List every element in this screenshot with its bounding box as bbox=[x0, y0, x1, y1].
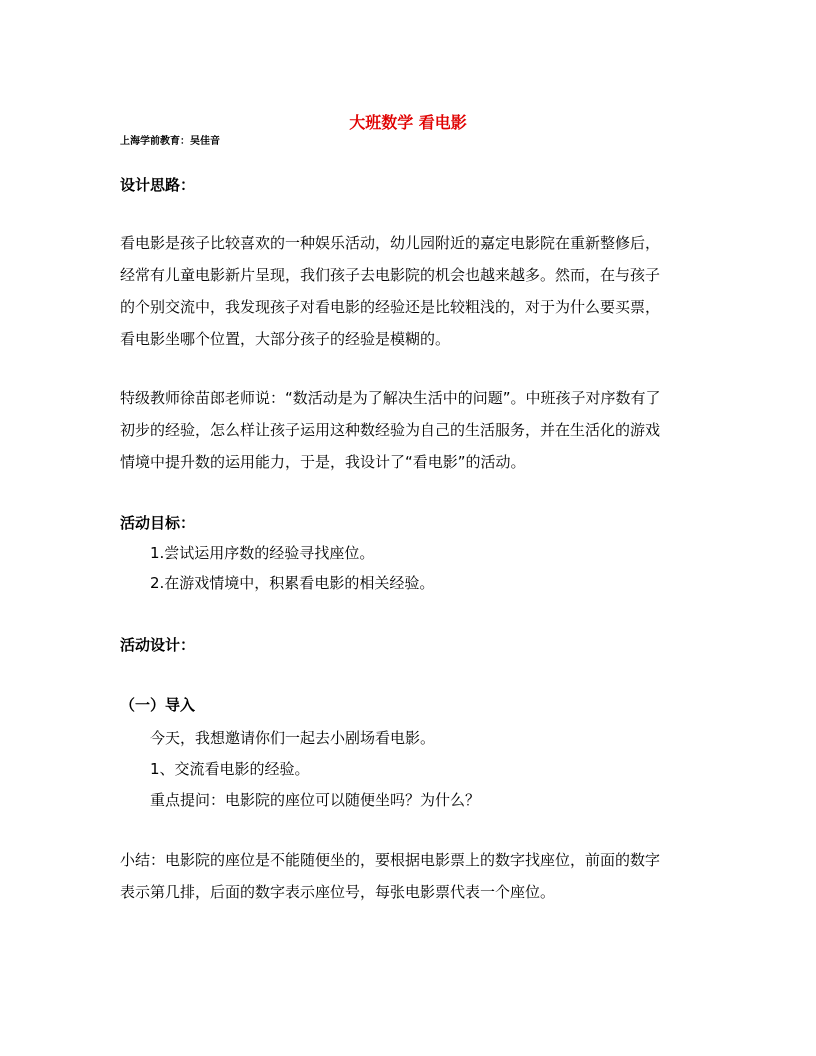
activity-line: 1、交流看电影的经验。 bbox=[150, 760, 310, 778]
goals-heading: 活动目标： bbox=[120, 514, 196, 532]
part1-heading: （一）导入 bbox=[120, 696, 196, 714]
summary-line: 小结：电影院的座位是不能随便坐的，要根据电影票上的数字找座位，前面的数字 bbox=[120, 851, 661, 869]
summary-line: 表示第几排，后面的数字表示座位号，每张电影票代表一个座位。 bbox=[120, 883, 556, 901]
paragraph-line: 看电影坐哪个位置，大部分孩子的经验是模糊的。 bbox=[120, 330, 451, 348]
goal-item: 2.在游戏情境中，积累看电影的相关经验。 bbox=[150, 574, 435, 592]
document-title: 大班数学 看电影 bbox=[349, 113, 467, 132]
paragraph-line: 特级教师徐苗郎老师说：“数活动是为了解决生活中的问题”。中班孩子对序数有了 bbox=[120, 389, 661, 407]
paragraph-line: 看电影是孩子比较喜欢的一种娱乐活动，幼儿园附近的嘉定电影院在重新整修后， bbox=[120, 234, 661, 252]
activity-line: 今天，我想邀请你们一起去小剧场看电影。 bbox=[150, 729, 436, 747]
paragraph-line: 经常有儿童电影新片呈现，我们孩子去电影院的机会也越来越多。然而，在与孩子 bbox=[120, 266, 661, 284]
paragraph-line: 情境中提升数的运用能力，于是，我设计了“看电影”的活动。 bbox=[120, 453, 526, 471]
activity-heading: 活动设计： bbox=[120, 636, 196, 654]
author-line: 上海学前教育：吴佳音 bbox=[120, 136, 220, 147]
design-heading: 设计思路： bbox=[120, 176, 196, 194]
goal-item: 1.尝试运用序数的经验寻找座位。 bbox=[150, 544, 375, 562]
paragraph-line: 初步的经验，怎么样让孩子运用这种数经验为自己的生活服务，并在生活化的游戏 bbox=[120, 421, 661, 439]
activity-line: 重点提问：电影院的座位可以随便坐吗？为什么？ bbox=[150, 791, 481, 809]
paragraph-line: 的个别交流中，我发现孩子对看电影的经验还是比较粗浅的，对于为什么要买票， bbox=[120, 298, 661, 316]
